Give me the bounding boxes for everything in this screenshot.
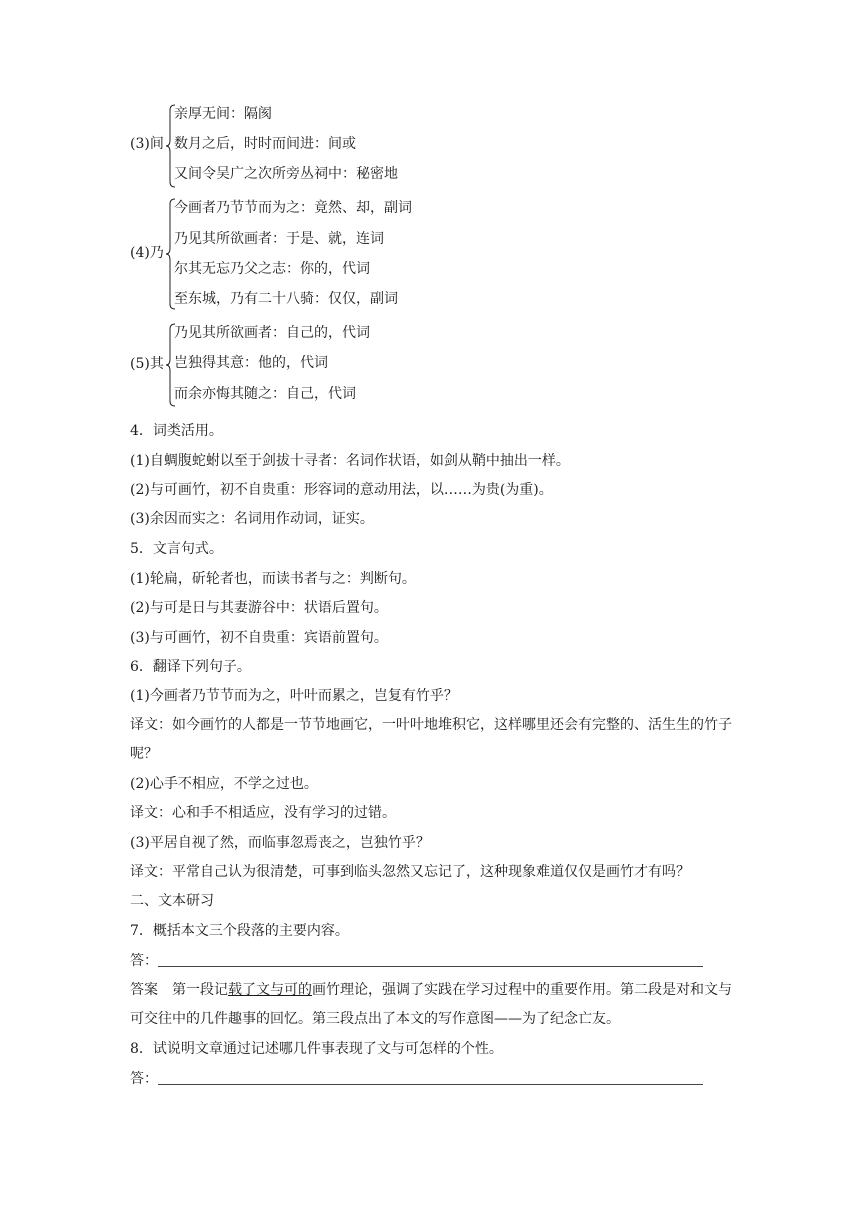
group-label: (3)间 bbox=[130, 136, 164, 152]
text-line: (2)心手不相应，不学之过也。 bbox=[130, 776, 318, 792]
underlined-text: 载了文与可的 bbox=[228, 982, 312, 998]
section-heading-6: 6．翻译下列句子。 bbox=[130, 659, 251, 675]
text-line: (3)余因而实之：名词用作动词，证实。 bbox=[130, 511, 374, 527]
answer-label: 答： bbox=[130, 953, 158, 969]
answer-body: 画竹理论，强调了实践在学习过程中的重要作用。第二段是对和文与可交往中的几件趣事的回忆。第三段点出了本文的写作意图——为了纪念亡友。 bbox=[130, 982, 732, 1027]
list-item: 至东城，乃有二十八骑：仅仅，副词 bbox=[174, 291, 398, 307]
list-item: 而余亦悔其随之：自己，代词 bbox=[174, 386, 356, 402]
list-item: 尔其无忘乃父之志：你的，代词 bbox=[174, 261, 370, 277]
section-heading-text-study: 二、文本研习 bbox=[130, 893, 214, 909]
text-line: (3)与可画竹，初不自贵重：宾语前置句。 bbox=[130, 630, 388, 646]
answer-lead: 答案 第一段记 bbox=[130, 982, 228, 998]
group-label: (4)乃 bbox=[130, 245, 164, 261]
answer-field-7[interactable] bbox=[130, 951, 703, 971]
text-line: (1)今画者乃节节而为之，叶叶而累之，岂复有竹乎？ bbox=[130, 688, 458, 704]
answer-blank-line bbox=[158, 952, 703, 967]
translation-1: 译文：如今画竹的人都是一节节地画它，一叶叶地堆积它，这样哪里还会有完整的、活生生的竹子呢？ bbox=[130, 717, 732, 762]
answer-blank-line bbox=[158, 1070, 703, 1085]
section-heading-4: 4．词类活用。 bbox=[130, 423, 223, 439]
answer-7 bbox=[130, 976, 736, 1034]
section-heading-5: 5．文言句式。 bbox=[130, 541, 223, 557]
text-line: (2)与可是日与其妻游谷中：状语后置句。 bbox=[130, 600, 388, 616]
list-item: 岂独得其意：他的，代词 bbox=[174, 355, 328, 371]
text-line: (1)轮扁，斫轮者也，而读书者与之：判断句。 bbox=[130, 571, 416, 587]
question-8: 8．试说明文章通过记述哪几件事表现了文与可怎样的个性。 bbox=[130, 1041, 503, 1057]
group-label: (5)其 bbox=[130, 356, 164, 372]
list-item: 又间令吴广之次所旁丛祠中：秘密地 bbox=[174, 166, 398, 182]
answer-field-8[interactable] bbox=[130, 1069, 703, 1089]
text-line: (2)与可画竹，初不自贵重：形容词的意动用法，以……为贵(为重)。 bbox=[130, 482, 553, 498]
list-item: 亲厚无间：隔阂 bbox=[174, 106, 272, 122]
text-line: 译文：平常自己认为很清楚，可事到临头忽然又忘记了，这种现象难道仅仅是画竹才有吗？ bbox=[130, 864, 690, 880]
list-item: 乃见其所欲画者：自己的，代词 bbox=[174, 325, 370, 341]
list-item: 今画者乃节节而为之：竟然、却，副词 bbox=[174, 200, 412, 216]
text-line: 译文：心和手不相适应，没有学习的过错。 bbox=[130, 805, 396, 821]
text-line: (1)自蜩腹蛇蚹以至于剑拔十寻者：名词作状语，如剑从鞘中抽出一样。 bbox=[130, 453, 570, 469]
list-item: 乃见其所欲画者：于是、就，连词 bbox=[174, 231, 384, 247]
list-item: 数月之后，时时而间进：间或 bbox=[174, 136, 356, 152]
answer-label: 答： bbox=[130, 1071, 158, 1087]
question-7: 7．概括本文三个段落的主要内容。 bbox=[130, 923, 349, 939]
text-line: (3)平居自视了然，而临事忽焉丧之，岂独竹乎？ bbox=[130, 835, 430, 851]
